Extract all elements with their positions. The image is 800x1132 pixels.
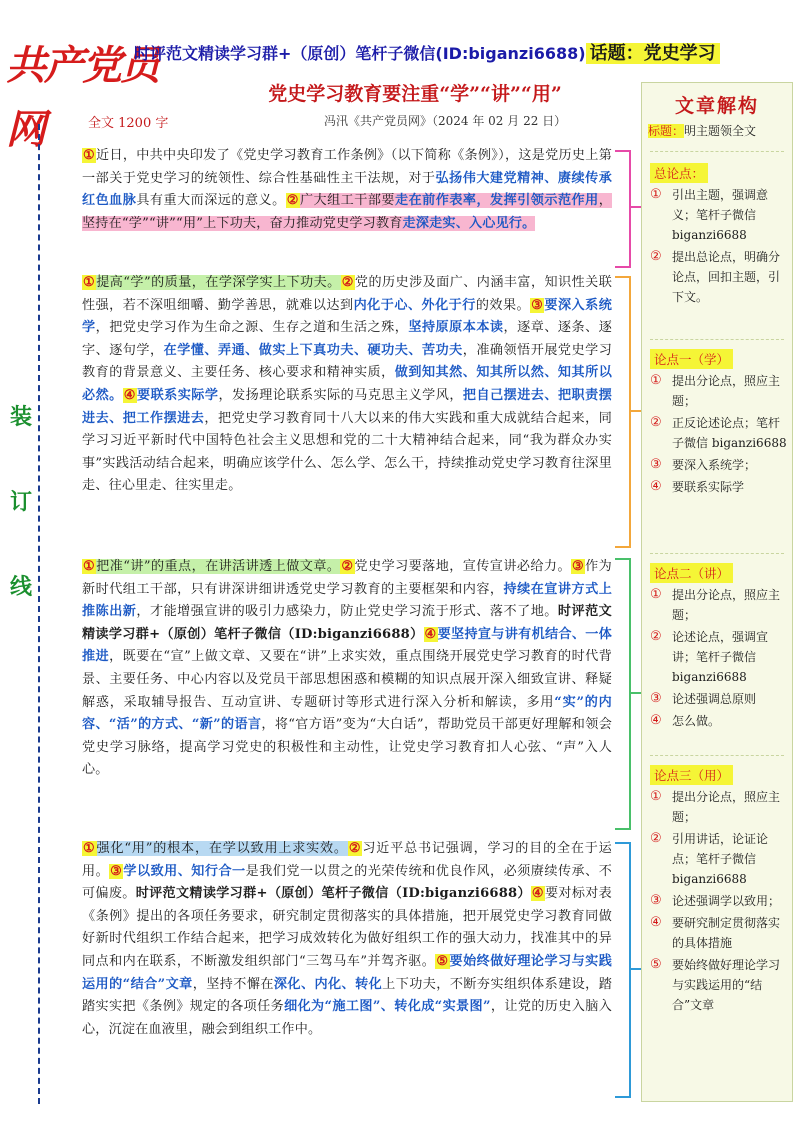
section-item [650, 585, 788, 625]
text-segment: 作为新时代组工干部，只有讲深讲细讲透党史学习教育的主要框架和内容， [82, 559, 612, 597]
text-segment: 上下功夫，不断夯实组织体系建设，踏踏实实把《条例》规定的各项任务 [82, 976, 612, 1015]
item-text: 提出分论点，照应主题； [672, 374, 781, 408]
bracket-tick [629, 410, 641, 412]
text-segment: ，准确领悟开展党史学习教育的背景意义、主要任务、核心要求和精神实质， [82, 342, 612, 381]
point-number: ③ [571, 559, 585, 574]
point-number: ③ [110, 863, 123, 879]
sidebar-divider [650, 151, 784, 152]
text-segment: 把准“讲”的重点，在讲活讲透上做文章。 [96, 559, 341, 574]
item-number: ① [650, 187, 662, 202]
section-heading: 论点一（学） [650, 349, 733, 369]
binding-char: 线 [10, 574, 33, 600]
sidebar-section-overview [650, 163, 788, 307]
text-segment: 时评范文精读学习群+（原创）笔杆子微信（ID:biganzi6688） [135, 886, 531, 902]
text-segment: 做到知其然、知其所以然、知其所以必然。 [82, 365, 613, 403]
sidebar-title: 文章解构 [674, 95, 759, 117]
point-number: ② [348, 841, 362, 856]
section-item [650, 787, 788, 827]
text-segment: 强化“用”的根本，在学以致用上求实效。 [96, 841, 348, 856]
text-segment: ，将“官方语”变为“大白话”，帮助党员干部更好理解和领会党史学习脉络，提高学习党史的积极性和主动性，让党史学习教育扣人心弦、“声”入人心。 [82, 717, 612, 778]
site-logo: 共产党员网 [6, 43, 158, 153]
topic-tag: 话题：党史学习 [586, 43, 720, 64]
text-segment: 要联系实际学 [136, 387, 219, 403]
text-segment: 党的历史涉及面广、内涵丰富，知识性关联性强，若不深咀细嚼、勤学善思，就难以达到 [82, 275, 612, 313]
item-number: ① [650, 789, 662, 804]
item-text: 论述强调总原则 [672, 692, 757, 706]
item-text: 要深入系统学； [672, 458, 757, 472]
point-number: ① [83, 148, 96, 163]
text-segment: ，逐章、逐条、逐字、逐句学， [82, 320, 613, 358]
text-segment: 习近平总书记强调，学习的目的全在于运用。 [82, 841, 612, 879]
item-text: 提出分论点，照应主题； [672, 588, 781, 622]
section-item [650, 247, 788, 307]
text-segment: 在学懂、弄通、做实上下真功夫、硬功夫、苦功夫 [163, 342, 463, 358]
section-item [650, 891, 788, 911]
text-segment: ，既要在“宣”上做文章、又要在“讲”上求实效，重点围绕开展党史学习教育的时代背景、主要任务、中心内容以及党员干部思想困惑和模糊的知识点展开深入细致宣讲、释疑解惑，采取辅导报告、互动宣讲、专题研讨等形式进行深入分析和解读，多用 [82, 649, 612, 710]
text-segment: 时评范文精读学习群+（原创）笔杆子微信（ID:biganzi6688） [82, 604, 612, 642]
text-segment: 具有重大而深远的意义。 [136, 193, 286, 209]
text-segment: 提高“学”的质量，在学深学实上下功夫。 [96, 275, 341, 290]
point-number: ⑤ [436, 953, 449, 969]
text-segment: 内化于心、外化于行 [353, 297, 476, 313]
point-number: ④ [424, 626, 437, 642]
text-segment: ，发扬理论联系实际的马克思主义学风， [218, 387, 463, 403]
section-item [650, 477, 788, 497]
item-text: 引出主题，强调意义；笔杆子微信 biganzi6688 [672, 188, 769, 242]
text-segment: 近日，中共中央印发了《党史学习教育工作条例》（以下简称《条例》），这是党历史上第一部关于党史学习的统领性、综合性基础性主干法规，对于 [82, 148, 612, 186]
text-segment: ，把党史学习教育同十八大以来的伟大实践和重大成就结合起来，同学习习近平新时代中国特色社会主义思想和党的二十大精神结合起来，同“我为群众办实事”实践活动结合起来，明确应该学什么、怎么学、怎么干，持续推动党史学习教育往深里走、往心里走、往实里走。 [82, 410, 612, 494]
point-number: ② [341, 275, 354, 290]
article-title: 党史学习教育要注重“学”“讲”“用” [268, 83, 562, 105]
text-segment: 的效果。 [475, 297, 531, 313]
point-number: ② [341, 559, 354, 574]
paragraph-learn [82, 272, 612, 498]
section-item [650, 711, 788, 731]
text-segment: 要坚持宣与讲有机结合、一体推进 [82, 626, 612, 665]
text-segment: 是我们党一以贯之的光荣传统和优良作风，必须赓续传承、不可偏废。 [82, 863, 612, 902]
text-segment: 持续在宣讲方式上推陈出新 [82, 581, 612, 620]
paragraph-speak [82, 556, 612, 782]
section-item [650, 829, 788, 889]
header-banner [134, 38, 794, 70]
item-text: 论述强调学以致用； [672, 894, 781, 908]
point-number: ④ [531, 886, 544, 902]
point-number: ③ [531, 297, 544, 313]
item-text: 提出总论点，明确分论点，回扣主题，引下文。 [672, 250, 781, 304]
sidebar-divider [650, 553, 784, 554]
bracket-tick [629, 206, 641, 208]
section-item [650, 627, 788, 687]
item-number: ⑤ [650, 957, 662, 972]
paragraph-intro [82, 145, 612, 235]
binding-char: 装 [10, 404, 33, 430]
text-segment: 学以致用、知行合一 [123, 863, 246, 879]
text-segment: ，坚持不懈在 [192, 976, 274, 992]
section-item [650, 689, 788, 709]
bracket-tick [629, 968, 641, 970]
text-segment: ，让党的历史入脑入心，沉淀在血液里，融会到组织工作中。 [82, 999, 612, 1037]
sidebar-tagline [642, 118, 792, 139]
point-number: ① [83, 275, 96, 290]
text-segment: 坚持原原本本读 [408, 320, 504, 336]
section-heading: 论点三（用） [650, 765, 733, 785]
section-item [650, 371, 788, 411]
text-segment: ，把党史学习作为生命之源、生存之道和生活之殊， [95, 320, 409, 336]
text-segment: 深化、内化、转化 [273, 976, 383, 992]
section-heading: 总论点： [650, 163, 708, 183]
word-count: 全文 1200 字 [88, 116, 169, 131]
text-segment: 要对标对表《条例》提出的各项任务要求，研究制定贯彻落实的具体措施，把开展党史学习教育同做好新时代组织工作结合起来，把学习成效转化为做好组织工作的强大动力，找准其中的异同点和内在联系，不断激发组织部门“三驾马车”并驾齐驱。 [82, 886, 612, 969]
section-item [650, 455, 788, 475]
item-number: ④ [650, 479, 662, 494]
sidebar-section-apply [650, 765, 788, 1015]
sidebar-divider [650, 755, 784, 756]
header-banner-text: 时评范文精读学习群+（原创）笔杆子微信(ID:biganzi6688) [134, 44, 586, 63]
item-number: ② [650, 831, 662, 846]
sidebar-section-learn [650, 349, 788, 497]
item-number: ③ [650, 457, 662, 472]
sidebar-divider [650, 339, 784, 340]
text-segment: 要深入系统学 [82, 297, 612, 336]
item-number: ② [650, 249, 662, 264]
item-number: ③ [650, 691, 662, 706]
paragraph-apply [82, 838, 612, 1041]
sidebar-section-speak [650, 563, 788, 731]
text-segment: 要始终做好理论学习与实践运用的“结合”文章 [82, 953, 612, 992]
section-item [650, 913, 788, 953]
bracket-apply [615, 842, 631, 1098]
text-segment: “实”的内容、“活”的方式、“新”的语言 [82, 694, 612, 733]
item-text: 引用讲话，论证论点；笔杆子微信 biganzi6688 [672, 832, 769, 886]
item-text: 论述论点，强调宣讲；笔杆子微信 biganzi6688 [672, 630, 769, 684]
item-text: 要始终做好理论学习与实践运用的“结合”文章 [672, 958, 781, 1012]
item-number: ② [650, 415, 662, 430]
point-number: ② [286, 193, 299, 209]
bracket-tick [629, 692, 641, 694]
text-segment: ，才能增强宣讲的吸引力感染力，防止党史学习流于形式、落不了地。 [136, 604, 558, 620]
point-number: ① [83, 841, 96, 856]
section-item [650, 955, 788, 1015]
structure-sidebar [641, 82, 793, 1102]
item-number: ① [650, 373, 662, 388]
bracket-speak [615, 558, 631, 830]
item-number: ④ [650, 713, 662, 728]
tagline-label: 标题： [648, 124, 685, 138]
text-segment: 党史学习要落地，宣传宣讲必给力。 [354, 559, 571, 574]
item-text: 提出分论点，照应主题； [672, 790, 781, 824]
text-segment: 弘扬伟大建党精神、赓续传承红色血脉 [82, 170, 612, 209]
item-number: ① [650, 587, 662, 602]
text-segment: 走在前作表率，发挥引领示范作用 [395, 193, 599, 209]
point-number: ④ [123, 387, 136, 403]
binding-char: 订 [10, 489, 33, 515]
text-segment: 把自己摆进去、把职责摆进去、把工作摆进去 [82, 387, 612, 426]
item-text: 正反论述论点；笔杆子微信 biganzi6688 [672, 416, 787, 450]
section-item [650, 185, 788, 245]
tagline-text: 明主题领全文 [684, 124, 757, 138]
item-text: 要研究制定贯彻落实的具体措施 [672, 916, 781, 950]
item-number: ④ [650, 915, 662, 930]
section-heading: 论点二（讲） [650, 563, 733, 583]
bracket-intro [615, 150, 631, 268]
item-text: 要联系实际学 [672, 480, 745, 494]
author-line: 冯汛《共产党员网》（2024 年 02 月 22 日） [324, 114, 567, 128]
item-number: ② [650, 629, 662, 644]
bracket-learn [615, 276, 631, 548]
text-segment: 走深走实、入心见行。 [402, 215, 536, 231]
point-number: ① [83, 559, 96, 574]
item-text: 怎么做。 [672, 714, 721, 728]
text-segment: 广大组工干部要 [299, 193, 395, 209]
text-segment: ，坚持在“学”“讲”“用”上下功夫，奋力推动党史学习教育 [82, 193, 612, 231]
binding-line [38, 124, 40, 1104]
section-item [650, 413, 788, 453]
text-segment: 细化为“施工图”、转化成“实景图” [284, 999, 491, 1015]
item-number: ③ [650, 893, 662, 908]
